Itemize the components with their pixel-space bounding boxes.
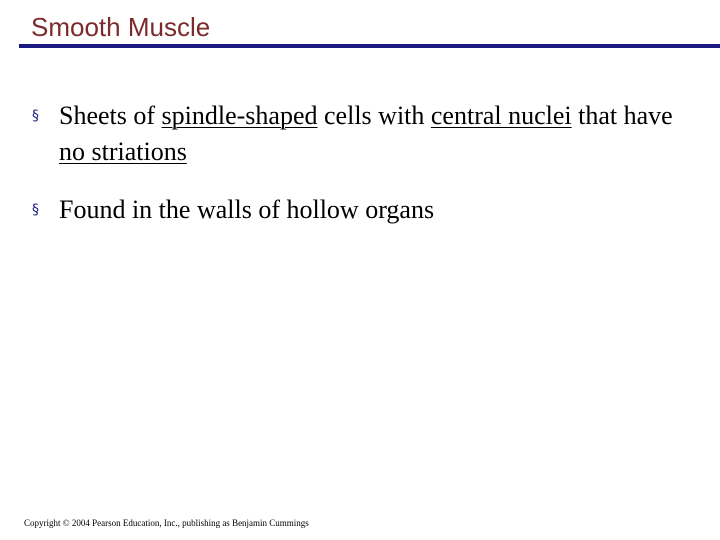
underlined-term-central-nuclei: central nuclei: [430, 101, 572, 130]
bullet-item-1: [32, 98, 702, 170]
bullet-text-segment: cells with: [317, 101, 431, 130]
bullet-text: Found in the walls of hollow organs: [59, 195, 435, 224]
slide-title: Smooth Muscle: [31, 12, 211, 42]
bullet-text: [59, 101, 673, 166]
square-bullet-icon: §: [32, 108, 39, 124]
underlined-term-spindle-shaped: spindle-shaped: [161, 101, 318, 130]
bullet-list: [32, 98, 702, 228]
square-bullet-icon: §: [32, 202, 39, 218]
underlined-term-no-striations: no striations: [59, 137, 187, 166]
bullet-text-segment: that have: [571, 101, 673, 130]
title-underline-rule: [19, 44, 720, 48]
bullet-item-2: [32, 192, 702, 228]
copyright-footer: Copyright © 2004 Pearson Education, Inc., publishing as Benjamin Cummings: [24, 518, 309, 528]
bullet-text-segment: Sheets of: [59, 101, 162, 130]
